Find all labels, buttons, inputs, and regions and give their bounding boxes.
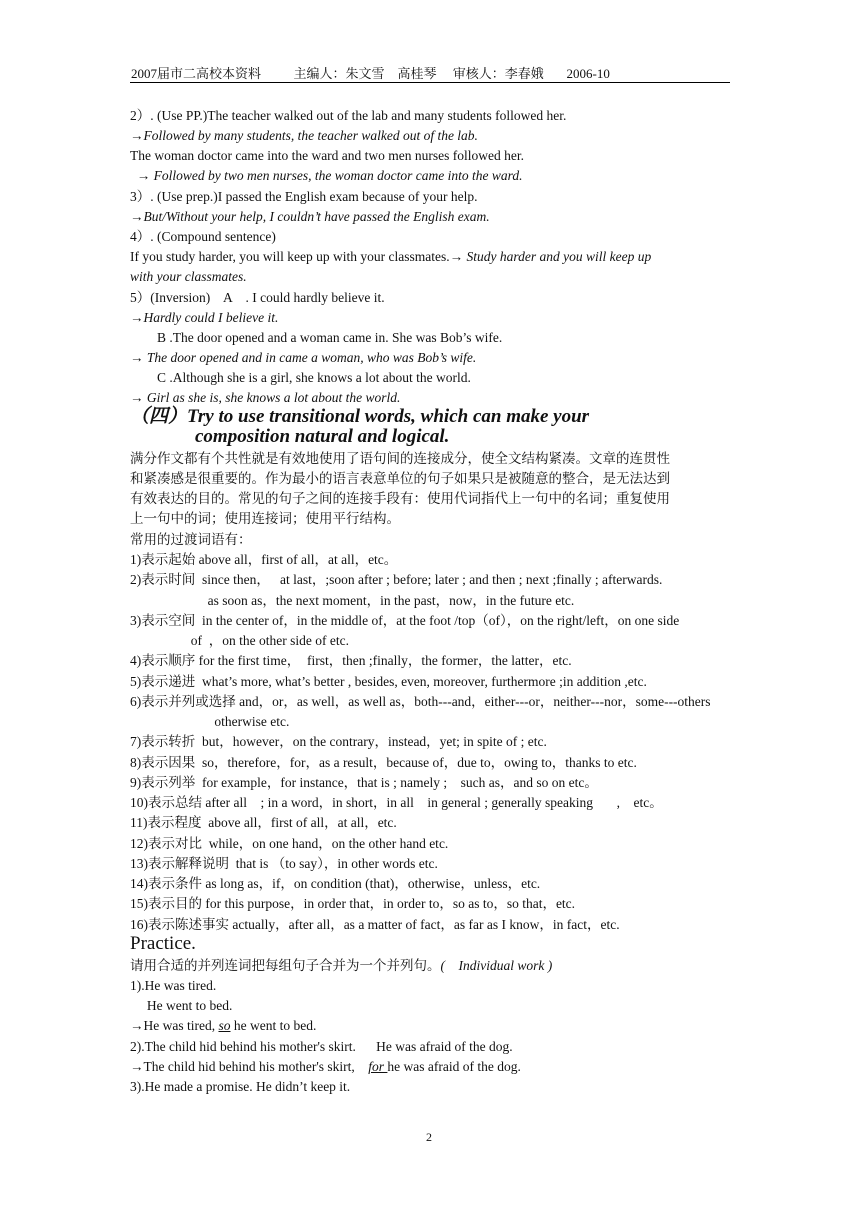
exercise-answer <box>130 1016 316 1036</box>
answer-line: → Followed by two men nurses, the woman doctor came into the ward. <box>130 168 523 183</box>
section-heading: （四）Try to use transitional words, which can make your <box>130 406 590 427</box>
list-item-cont: otherwise etc. <box>130 714 290 729</box>
intro-line: 上一句中的词；使用连接词；使用平行结构。 <box>130 511 400 526</box>
answer-line: with your classmates. <box>130 269 247 284</box>
list-item: 10)表示总结 after all ; in a word，in short，in all in general ; generally speaking , etc。 <box>130 795 663 810</box>
list-item: 12)表示对比 while，on one hand，on the other hand etc. <box>130 836 449 851</box>
answer-line: → The door opened and in came a woman, who was Bob’s wife. <box>130 350 477 365</box>
list-item: 14)表示条件 as long as，if，on condition (that)，otherwise，unless，etc. <box>130 876 541 891</box>
instruction-text: 请用合适的并列连词把每组句子合并为一个并列句。 <box>130 958 441 973</box>
answer-line: →Followed by many students, the teacher walked out of the lab. <box>130 128 478 143</box>
list-item: 15)表示目的 for this purpose，in order that，in order to，so as to，so that，etc. <box>130 896 576 911</box>
list-item: 16)表示陈述事实 actually，after all，as a matter of fact，as far as I know，in fact，etc. <box>130 917 620 932</box>
list-item: 7)表示转折 but，however，on the contrary，instead，yet; in spite of ; etc. <box>130 734 547 749</box>
page-number: 2 <box>426 1130 432 1144</box>
exercise-line: 2).The child hid behind his mother's skirt. He was afraid of the dog. <box>130 1039 513 1054</box>
list-item: 11)表示程度 above all，first of all，at all，etc. <box>130 815 397 830</box>
section-heading-cont: composition natural and logical. <box>195 426 450 447</box>
answer-text: Study harder and you will keep up <box>466 249 652 264</box>
instruction-note: ( Individual work ) <box>440 958 553 973</box>
text-line: 5）(Inversion) A . I could hardly believe it. <box>130 290 385 305</box>
list-item: 2)表示时间 since then， at last，;soon after ; before; later ; and then ; next ;finally ; afterwards. <box>130 572 663 587</box>
page-header: 2007届市二高校本资料 主编人：朱文雪 高桂琴 审核人：李春娥 2006-10 <box>131 66 610 81</box>
header-rule <box>130 82 730 83</box>
question-text: If you study harder, you will keep up with your classmates.→ <box>130 249 467 264</box>
answer-suffix: he went to bed. <box>230 1018 317 1033</box>
list-item-cont: of ，on the other side of etc. <box>130 633 349 648</box>
exercise-line: 1).He was tired. <box>130 978 217 993</box>
text-line: The woman doctor came into the ward and two men nurses followed her. <box>130 148 525 163</box>
intro-line: 有效表达的目的。常见的句子之间的连接手段有：使用代词指代上一句中的名词；重复使用 <box>130 491 670 506</box>
list-item: 5)表示递进 what’s more, what’s better , besides, even, moreover, furthermore ;in addition ,etc. <box>130 674 647 689</box>
intro-line: 常用的过渡词语有： <box>130 532 252 547</box>
text-line: B .The door opened and a woman came in. She was Bob’s wife. <box>130 330 503 345</box>
answer-blank: for <box>368 1059 388 1074</box>
intro-line: 和紧凑感是很重要的。作为最小的语言表意单位的句子如果只是被随意的整合，是无法达到 <box>130 471 670 486</box>
list-item-cont: as soon as，the next moment，in the past，now，in the future etc. <box>130 593 575 608</box>
list-item: 4)表示顺序 for the first time， first，then ;finally，the former，the latter，etc. <box>130 653 572 668</box>
list-item: 8)表示因果 so，therefore，for，as a result，because of，due to，owing to，thanks to etc. <box>130 755 637 770</box>
exercise-answer <box>130 1057 521 1077</box>
exercise-line: He went to bed. <box>130 998 233 1013</box>
text-line: 4）. (Compound sentence) <box>130 229 276 244</box>
answer-line: →Hardly could I believe it. <box>130 310 279 325</box>
practice-heading: Practice. <box>130 933 196 954</box>
list-item: 1)表示起始 above all，first of all，at all，etc。 <box>130 552 398 567</box>
list-item: 3)表示空间 in the center of，in the middle of，at the foot /top（of），on the right/left，on one side <box>130 613 680 628</box>
answer-line: → Girl as she is, she knows a lot about the world. <box>130 390 401 405</box>
list-item: 13)表示解释说明 that is （to say），in other words etc. <box>130 856 438 871</box>
text-line <box>130 247 651 267</box>
answer-blank: so <box>218 1018 231 1033</box>
answer-suffix: he was afraid of the dog. <box>387 1059 521 1074</box>
text-line: 3）. (Use prep.)I passed the English exam because of your help. <box>130 189 478 204</box>
list-item: 9)表示列举 for example，for instance，that is ; namely ; such as，and so on etc。 <box>130 775 598 790</box>
answer-prefix: →He was tired, <box>130 1018 219 1033</box>
practice-instruction <box>130 956 552 976</box>
exercise-line: 3).He made a promise. He didn’t keep it. <box>130 1079 351 1094</box>
intro-line: 满分作文都有个共性就是有效地使用了语句间的连接成分，使全文结构紧凑。文章的连贯性 <box>130 451 670 466</box>
text-line: 2）. (Use PP.)The teacher walked out of the lab and many students followed her. <box>130 108 567 123</box>
list-item: 6)表示并列或选择 and，or，as well，as well as，both---and，either---or，neither---nor，some---others <box>130 694 711 709</box>
text-line: C .Although she is a girl, she knows a lot about the world. <box>130 370 471 385</box>
answer-line: →But/Without your help, I couldn’t have passed the English exam. <box>130 209 490 224</box>
answer-prefix: →The child hid behind his mother's skirt, <box>130 1059 369 1074</box>
